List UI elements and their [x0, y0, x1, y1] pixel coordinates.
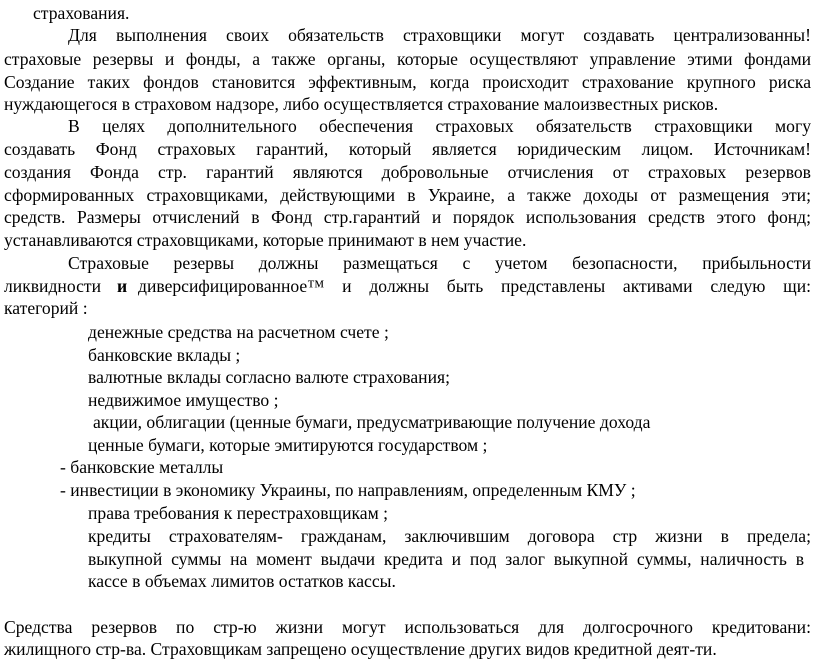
list-item: ценные бумаги, которые эмитируются государством ;: [88, 435, 488, 455]
list-item: банковские вклады ;: [88, 345, 241, 365]
text-line: Средства резервов по стр-ю жизни могут использоваться для долгосрочного кредитовани:: [4, 617, 811, 637]
list-item: права требования к перестраховщикам ;: [88, 503, 389, 523]
text-line-part: ликвидности: [4, 276, 101, 296]
paragraph-first-line: Страховые резервы должны размещаться с учетом безопасности, прибыльности: [68, 253, 811, 273]
text-line: нуждающегося в страховом надзоре, либо осуществляется страхование малоизвестных рисков.: [4, 94, 719, 114]
dash-list-item: - инвестиции в экономику Украины, по направлениям, определенным КМУ ;: [60, 480, 636, 500]
dash-list-item: - банковские металлы: [60, 457, 224, 477]
list-item: валютные вклады согласно валюте страхования;: [88, 367, 450, 387]
list-item: недвижимое имущество ;: [88, 390, 279, 410]
list-item-continuation: выкупной суммы на момент выдачи кредита и под залог выкупной суммы, наличность в: [88, 549, 804, 569]
text-line: Создание таких фондов становится эффективным, когда происходит страхование крупного риска: [4, 72, 811, 92]
list-item: кредиты страхователям- гражданам, заключившим договора стр жизни в предела;: [88, 526, 811, 546]
text-line-part: диверсифицированное™ и должны быть представлены активами следую щи:: [138, 276, 811, 296]
text-line: жилищного стр-ва. Страховщикам запрещено осуществление других видов кредитной деят-ти.: [4, 639, 717, 659]
list-item: денежные средства на расчетном счете ;: [88, 322, 389, 342]
text-line: средств. Размеры отчислений в Фонд стр.гарантий и порядок использования средств этого фонд;: [4, 207, 811, 227]
list-item: акции, облигации (ценные бумаги, предусматривающие получение дохода: [93, 412, 651, 432]
bold-conjunction: и: [117, 276, 128, 296]
paragraph-first-line: Для выполнения своих обязательств страховщики могут создавать централизованны!: [68, 25, 811, 45]
text-line: создания Фонда стр. гарантий являются добровольные отчисления от страховых резервов: [4, 162, 811, 182]
text-line: категорий :: [4, 298, 88, 318]
text-line: страхования.: [33, 3, 130, 23]
list-item-continuation: кассе в объемах лимитов остатков кассы.: [88, 571, 396, 591]
text-line: создавать Фонд страховых гарантий, который является юридическим лицом. Источникам!: [4, 139, 811, 159]
paragraph-first-line: В целях дополнительного обеспечения страховых обязательств страховщики могу: [68, 116, 811, 136]
text-line: устанавливаются страховщиками, которые принимают в нем участие.: [4, 230, 527, 250]
text-line: страховые резервы и фонды, а также органы, которые осуществляют управление этими фондами: [4, 49, 811, 69]
text-line: сформированных страховщиками, действующими в Украине, а также доходы от размещения эти;: [4, 185, 811, 205]
